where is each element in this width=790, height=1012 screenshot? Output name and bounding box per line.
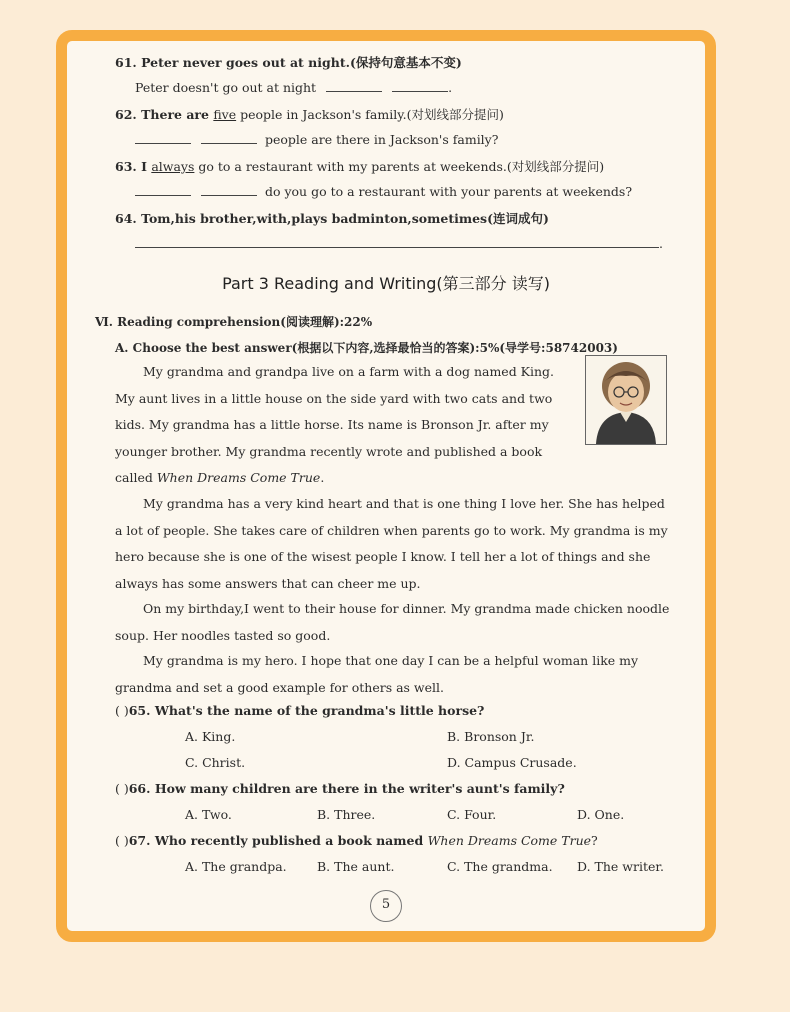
- q61-text: 61. Peter never goes out at night.(保持句意基本不变): [115, 55, 462, 70]
- passage-p1-text: My grandma and grandpa live on a farm with a dog named King. My aunt lives in a little house on the side yard with two cats and two kids. My grandma has a little horse. Its name is Bronson Jr. after my younger brother. My grandma recently wrote and published a book called: [115, 364, 555, 485]
- q62-blank-1[interactable]: [135, 131, 191, 144]
- q62-blank-2[interactable]: [201, 131, 257, 144]
- passage-p1-end: .: [320, 470, 325, 485]
- q64-blank[interactable]: [135, 235, 659, 248]
- q67-stem: 67. Who recently published a book named: [128, 833, 428, 848]
- passage-paragraph-1: [115, 359, 575, 492]
- q64-answer-line: [135, 235, 663, 251]
- section6-sub-a: A. Choose the best answer(根据以下内容,选择最恰当的答案):5%(导学号:58742003): [115, 341, 618, 355]
- page-number: 5: [370, 890, 402, 922]
- q66-option-d[interactable]: D. One.: [577, 807, 625, 822]
- q65-stem-line: [115, 703, 484, 718]
- section6-heading: Ⅵ. Reading comprehension(阅读理解):22%: [95, 315, 373, 329]
- part3-title: Part 3 Reading and Writing(第三部分 读写): [222, 274, 550, 293]
- q67-option-d[interactable]: D. The writer.: [577, 859, 664, 874]
- page-frame: [56, 30, 716, 942]
- q66-option-b[interactable]: B. Three.: [317, 807, 376, 822]
- q63-suffix: do you go to a restaurant with your parents at weekends?: [264, 184, 633, 199]
- q61-prefix: Peter doesn't go out at night: [135, 80, 317, 95]
- q63-post: go to a restaurant with my parents at weekends.(对划线部分提问): [194, 159, 605, 174]
- q65-answer-bracket[interactable]: ( ): [115, 703, 129, 718]
- q65-option-b[interactable]: B. Bronson Jr.: [447, 729, 535, 744]
- q66-stem-line: [115, 781, 565, 796]
- q62-pre: 62. There are: [115, 107, 214, 122]
- q67-option-c[interactable]: C. The grandma.: [447, 859, 553, 874]
- q66-answer-bracket[interactable]: ( ): [115, 781, 129, 796]
- grandma-portrait-icon: [586, 356, 666, 444]
- grandma-illustration: [585, 355, 667, 445]
- q66-stem: 66. How many children are there in the writer's aunt's family?: [128, 781, 565, 796]
- q66-option-a[interactable]: A. Two.: [185, 807, 232, 822]
- passage-paragraph-3: On my birthday,I went to their house for dinner. My grandma made chicken noodle soup. Her noodles tasted so good.: [115, 601, 670, 643]
- q67-stem-end: ?: [591, 833, 598, 848]
- q63-pre: 63. I: [115, 159, 152, 174]
- q61-answer-line: Peter doesn't go out at night .: [135, 80, 453, 95]
- q61-blank-2[interactable]: [392, 79, 448, 92]
- q63-blank-2[interactable]: [201, 183, 257, 196]
- q63-blank-1[interactable]: [135, 183, 191, 196]
- q62-underlined: five: [213, 107, 237, 122]
- q65-stem: 65. What's the name of the grandma's little horse?: [128, 703, 485, 718]
- passage-paragraph-2: My grandma has a very kind heart and that is one thing I love her. She has helped a lot of people. She takes care of children when parents go to work. My grandma is my hero because she is one of the wisest people I know. I tell her a lot of things and she always has some answers that can cheer me up.: [115, 496, 668, 591]
- q67-stem-line: [115, 833, 598, 848]
- q67-answer-bracket[interactable]: ( ): [115, 833, 129, 848]
- q65-option-a[interactable]: A. King.: [185, 729, 236, 744]
- q63-answer-line: [135, 183, 632, 199]
- q64-period: .: [659, 236, 663, 251]
- q62-post: people in Jackson's family.(对划线部分提问): [236, 107, 504, 122]
- q67-option-a[interactable]: A. The grandpa.: [185, 859, 287, 874]
- q63-prompt: [115, 157, 604, 175]
- q65-option-c[interactable]: C. Christ.: [185, 755, 246, 770]
- q67-option-b[interactable]: B. The aunt.: [317, 859, 395, 874]
- q63-underlined: always: [151, 159, 195, 174]
- q66-option-c[interactable]: C. Four.: [447, 807, 497, 822]
- q62-prompt: [115, 105, 504, 123]
- q67-book-title: When Dreams Come True: [427, 833, 592, 848]
- passage-paragraph-4: My grandma is my hero. I hope that one day I can be a helpful woman like my grandma and set a good example for others as well.: [115, 653, 639, 695]
- q64-prompt: [115, 209, 549, 227]
- q62-answer-line: [135, 131, 498, 147]
- q61-blank-1[interactable]: [326, 79, 382, 92]
- q61-prompt: [115, 53, 462, 71]
- q62-suffix: people are there in Jackson's family?: [264, 132, 499, 147]
- q64-text: 64. Tom,his brother,with,plays badminton,sometimes(连词成句): [115, 211, 549, 226]
- q65-option-d[interactable]: D. Campus Crusade.: [447, 755, 577, 770]
- page-content: [67, 41, 705, 931]
- passage-book-title: When Dreams Come True: [156, 470, 321, 485]
